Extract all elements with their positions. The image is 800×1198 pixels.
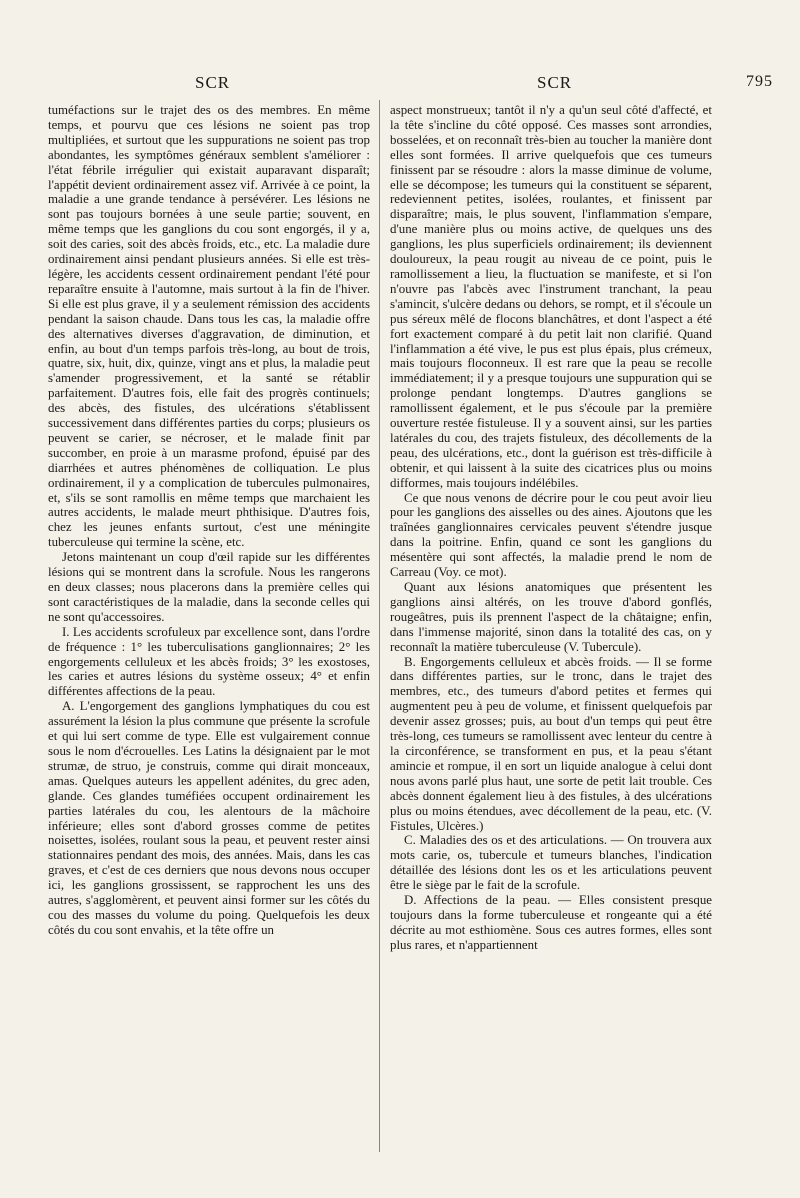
paragraph: B. Engorgements celluleux et abcès froids. — Il se forme dans différentes parties, sur le tronc, dans le trajet des membres, etc., des tumeurs d'abord petites et fermes qui augmentent peu à peu de volume, et finissent quelquefois par devenir assez grosses; puis, au bout d'un temps qui peut être très-long, ces tumeurs se ramollissent avec lenteur du centre à la circonférence, se transforment en pus, et la peau s'étant amincie et rompue, il en sort un liquide analogue à celui dont nous avons parlé plus haut, une sorte de petit lait trouble. Ces abcès donnent également lieu à des fistules, à des ulcérations plus ou moins étendues, avec décollement de la peau, etc. (V. Fistules, Ulcères.) (390, 654, 712, 833)
paragraph: Jetons maintenant un coup d'œil rapide sur les différentes lésions qui se montrent dans la scrofule. Nous les rangerons en deux classes; nous placerons dans la première celles qui sont caractéristiques de la maladie, dans la seconde celles qui ne sont qu'accessoires. (48, 550, 370, 624)
running-header-left: SCR (195, 73, 231, 92)
left-column (48, 103, 370, 938)
paragraph: tuméfactions sur le trajet des os des membres. En même temps, et pourvu que ces lésions ne soient pas trop multipliées, et surtout que les suppurations ne soient pas trop abondantes, les symptômes généraux semblent s'améliorer : l'état fébrile irrégulier qui existait auparavant disparaît; l'appétit devient ordinairement assez vif. Arrivée à ce point, la maladie a une grande tendance à persévérer. Les lésions ne sont pas toujours bornées à une seule partie; souvent, en même temps que les ganglions du cou sont engorgés, il y a, soit des caries, soit des abcès froids, etc., etc. La maladie dure ordinairement ainsi pendant plusieurs années. Si elle est très-légère, les accidents cessent ordinairement pendant l'été pour reparaître ensuite à l'automne, mais surtout à la fin de l'hiver. Si elle est plus grave, il y a seulement rémission des accidents pendant la saison chaude. Dans tous les cas, la maladie offre des alternatives diverses d'aggravation, de diminution, et enfin, au bout d'un temps parfois très-long, au bout de trois, quatre, six, huit, dix, quinze, vingt ans et plus, la maladie peut s'amender progressivement, et la santé se rétablir parfaitement. D'autres fois, elle fait des progrès continuels; des abcès, des fistules, des ulcérations s'établissent successivement dans différentes parties du corps; plusieurs os peuvent se carier, se nécroser, et le malade finit par succomber, en proie à un marasme profond, épuisé par des diarrhées et autres phénomènes de colliquation. Le plus ordinairement, il y a complication de tubercules pulmonaires, et, s'ils se sont ramollis en même temps que marchaient les autres accidents, le malade meurt phthisique. D'autres fois, chez les jeunes enfants surtout, c'est une méningite tuberculeuse qui termine la scène, etc. (48, 103, 370, 550)
paragraph: D. Affections de la peau. — Elles consistent presque toujours dans la forme tuberculeuse et rongeante qui a été décrite au mot esthiomène. Sous ces autres formes, elles sont plus rares, et n'appartiennent (390, 893, 712, 952)
paragraph: A. L'engorgement des ganglions lymphatiques du cou est assurément la lésion la plus commune que présente la scrofule et qui lui sert comme de type. Elle est vulgairement connue sous le nom d'écrouelles. Les Latins la désignaient par le mot strumæ, de struo, je construis, comme qui dirait monceaux, amas. Quelques auteurs les appellent adénites, du grec aden, glande. Ces glandes tuméfiées occupent ordinairement les parties latérales du cou, les alentours de la mâchoire inférieure; elles sont d'abord grosses comme de petites noisettes, isolées, roulant sous la peau, et peuvent rester ainsi stationnaires pendant des mois, des années. Mais, dans les cas graves, et c'est de ces derniers que nous devons nous occuper ici, les ganglions grossissent, se rapprochent les uns des autres, s'agglomèrent, et peuvent ainsi former sur les côtés du cou des masses du volume du poing. Quelquefois les deux côtés du cou sont envahis, et la tête offre un (48, 699, 370, 937)
running-header-right: SCR (537, 73, 573, 92)
right-column (390, 103, 712, 953)
paragraph: aspect monstrueux; tantôt il n'y a qu'un seul côté d'affecté, et la tête s'incline du côté opposé. Ces masses sont arrondies, bosselées, et on reconnaît très-bien au toucher la manière dont elles sont formées. Il arrive quelquefois que ces tumeurs finissent par se résoudre : alors la masse diminue de volume, elle se décompose; les tumeurs qui la constituent se séparent, redeviennent petites, isolées, roulantes, et finissent par disparaître; mais, le plus souvent, l'inflammation s'empare, d'une manière plus ou moins active, de quelques uns des ganglions, les plus superficiels ordinairement; ils deviennent douloureux, la peau rougit au niveau de ce point, puis le ramollissement a lieu, la fluctuation se manifeste, et si l'on n'ouvre pas l'abcès avec l'instrument tranchant, la peau s'amincit, s'ulcère dedans ou dehors, se rompt, et il s'écoule un pus séreux mêlé de flocons blanchâtres, et dont l'aspect a été fort exactement comparé à du petit lait non clarifié. Quand l'inflammation a été vive, le pus est plus épais, plus crémeux, mais toujours floconneux. Il est rare que la peau se recolle immédiatement; il y a presque toujours une suppuration qui se prolonge pendant longtemps. D'autres ganglions se ramollissent également, et le pus s'écoule par la première ouverture restée fistuleuse. Il y a souvent ainsi, sur les parties latérales du cou, des trajets fistuleux, des décollements de la peau, des ulcérations, etc., dont la guérison est très-difficile à obtenir, et qui laissent à la suite des cicatrices plus ou moins difformes, mais toujours indélébiles. (390, 103, 712, 490)
paragraph: I. Les accidents scrofuleux par excellence sont, dans l'ordre de fréquence : 1° les tuberculisations ganglionnaires; 2° les engorgements celluleux et les abcès froids; 3° les exostoses, les caries et autres lésions du système osseux; 4° et enfin différentes affections de la peau. (48, 624, 370, 699)
page-number: 795 (746, 73, 773, 90)
paragraph: Ce que nous venons de décrire pour le cou peut avoir lieu pour les ganglions des aisselles ou des aines. Ajoutons que les traînées ganglionnaires cervicales peuvent s'étendre jusque dans la poitrine. Enfin, quand ce sont les ganglions du mésentère qui sont affectés, la maladie prend le nom de Carreau (Voy. ce mot). (390, 490, 712, 580)
paragraph: C. Maladies des os et des articulations. — On trouvera aux mots carie, os, tubercule et tumeurs blanches, l'indication détaillée des lésions dont les os et les articulations peuvent être le siège par le fait de la scrofule. (390, 833, 712, 893)
column-divider (379, 100, 380, 1152)
paragraph: Quant aux lésions anatomiques que présentent les ganglions ainsi altérés, on les trouve d'abord gonflés, rougeâtres, puis ils prennent l'aspect de la châtaigne; enfin, dans l'immense majorité, sinon dans la totalité des cas, on y reconnaît la matière tuberculeuse (V. Tubercule). (390, 580, 712, 654)
